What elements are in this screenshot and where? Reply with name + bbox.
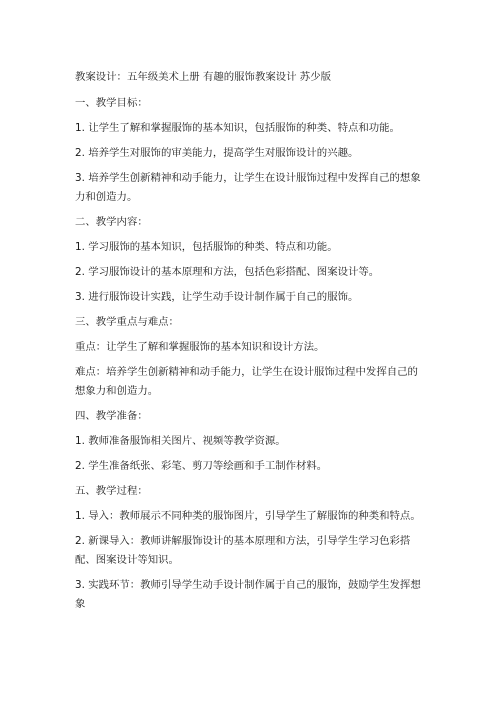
objective-item: 1. 让学生了解和掌握服饰的基本知识，包括服饰的种类、特点和功能。 — [75, 122, 400, 134]
content-item: 2. 学习服饰设计的基本原理和方法，包括色彩搭配、图案设计等。 — [75, 266, 380, 278]
process-item: 1. 导入：教师展示不同种类的服饰图片，引导学生了解服饰的种类和特点。 — [75, 510, 421, 522]
section-heading-content: 二、教学内容： — [75, 216, 148, 228]
document-title: 教案设计：五年级美术上册 有趣的服饰教案设计 苏少版 — [75, 71, 331, 83]
section-heading-process: 五、教学过程： — [75, 485, 148, 497]
section-heading-preparation: 四、教学准备： — [75, 410, 148, 422]
content-item: 1. 学习服饰的基本知识，包括服饰的种类、特点和功能。 — [75, 241, 338, 253]
content-item: 3. 进行服饰设计实践，让学生动手设计制作属于自己的服饰。 — [75, 291, 359, 303]
section-heading-objectives: 一、教学目标： — [75, 97, 148, 109]
document-body — [75, 68, 425, 620]
difficulty-item: 难点：培养学生创新精神和动手能力，让学生在设计服饰过程中发挥自己的想象力和创造力。 — [75, 366, 418, 397]
preparation-item: 2. 学生准备纸张、彩笔、剪刀等绘画和手工制作材料。 — [75, 460, 328, 472]
objective-item: 3. 培养学生创新精神和动手能力，让学生在设计服饰过程中发挥自己的想象力和创造力。 — [75, 172, 421, 203]
process-item: 2. 新课导入：教师讲解服饰设计的基本原理和方法，引导学生学习色彩搭配、图案设计等知识。 — [75, 535, 411, 566]
preparation-item: 1. 教师准备服饰相关图片、视频等教学资源。 — [75, 435, 286, 447]
section-heading-focus: 三、教学重点与难点： — [75, 316, 179, 328]
process-item: 3. 实践环节：教师引导学生动手设计制作属于自己的服饰，鼓励学生发挥想象 — [75, 579, 421, 610]
focus-item: 重点：让学生了解和掌握服饰的基本知识和设计方法。 — [75, 341, 325, 353]
objective-item: 2. 培养学生对服饰的审美能力，提高学生对服饰设计的兴趣。 — [75, 147, 359, 159]
